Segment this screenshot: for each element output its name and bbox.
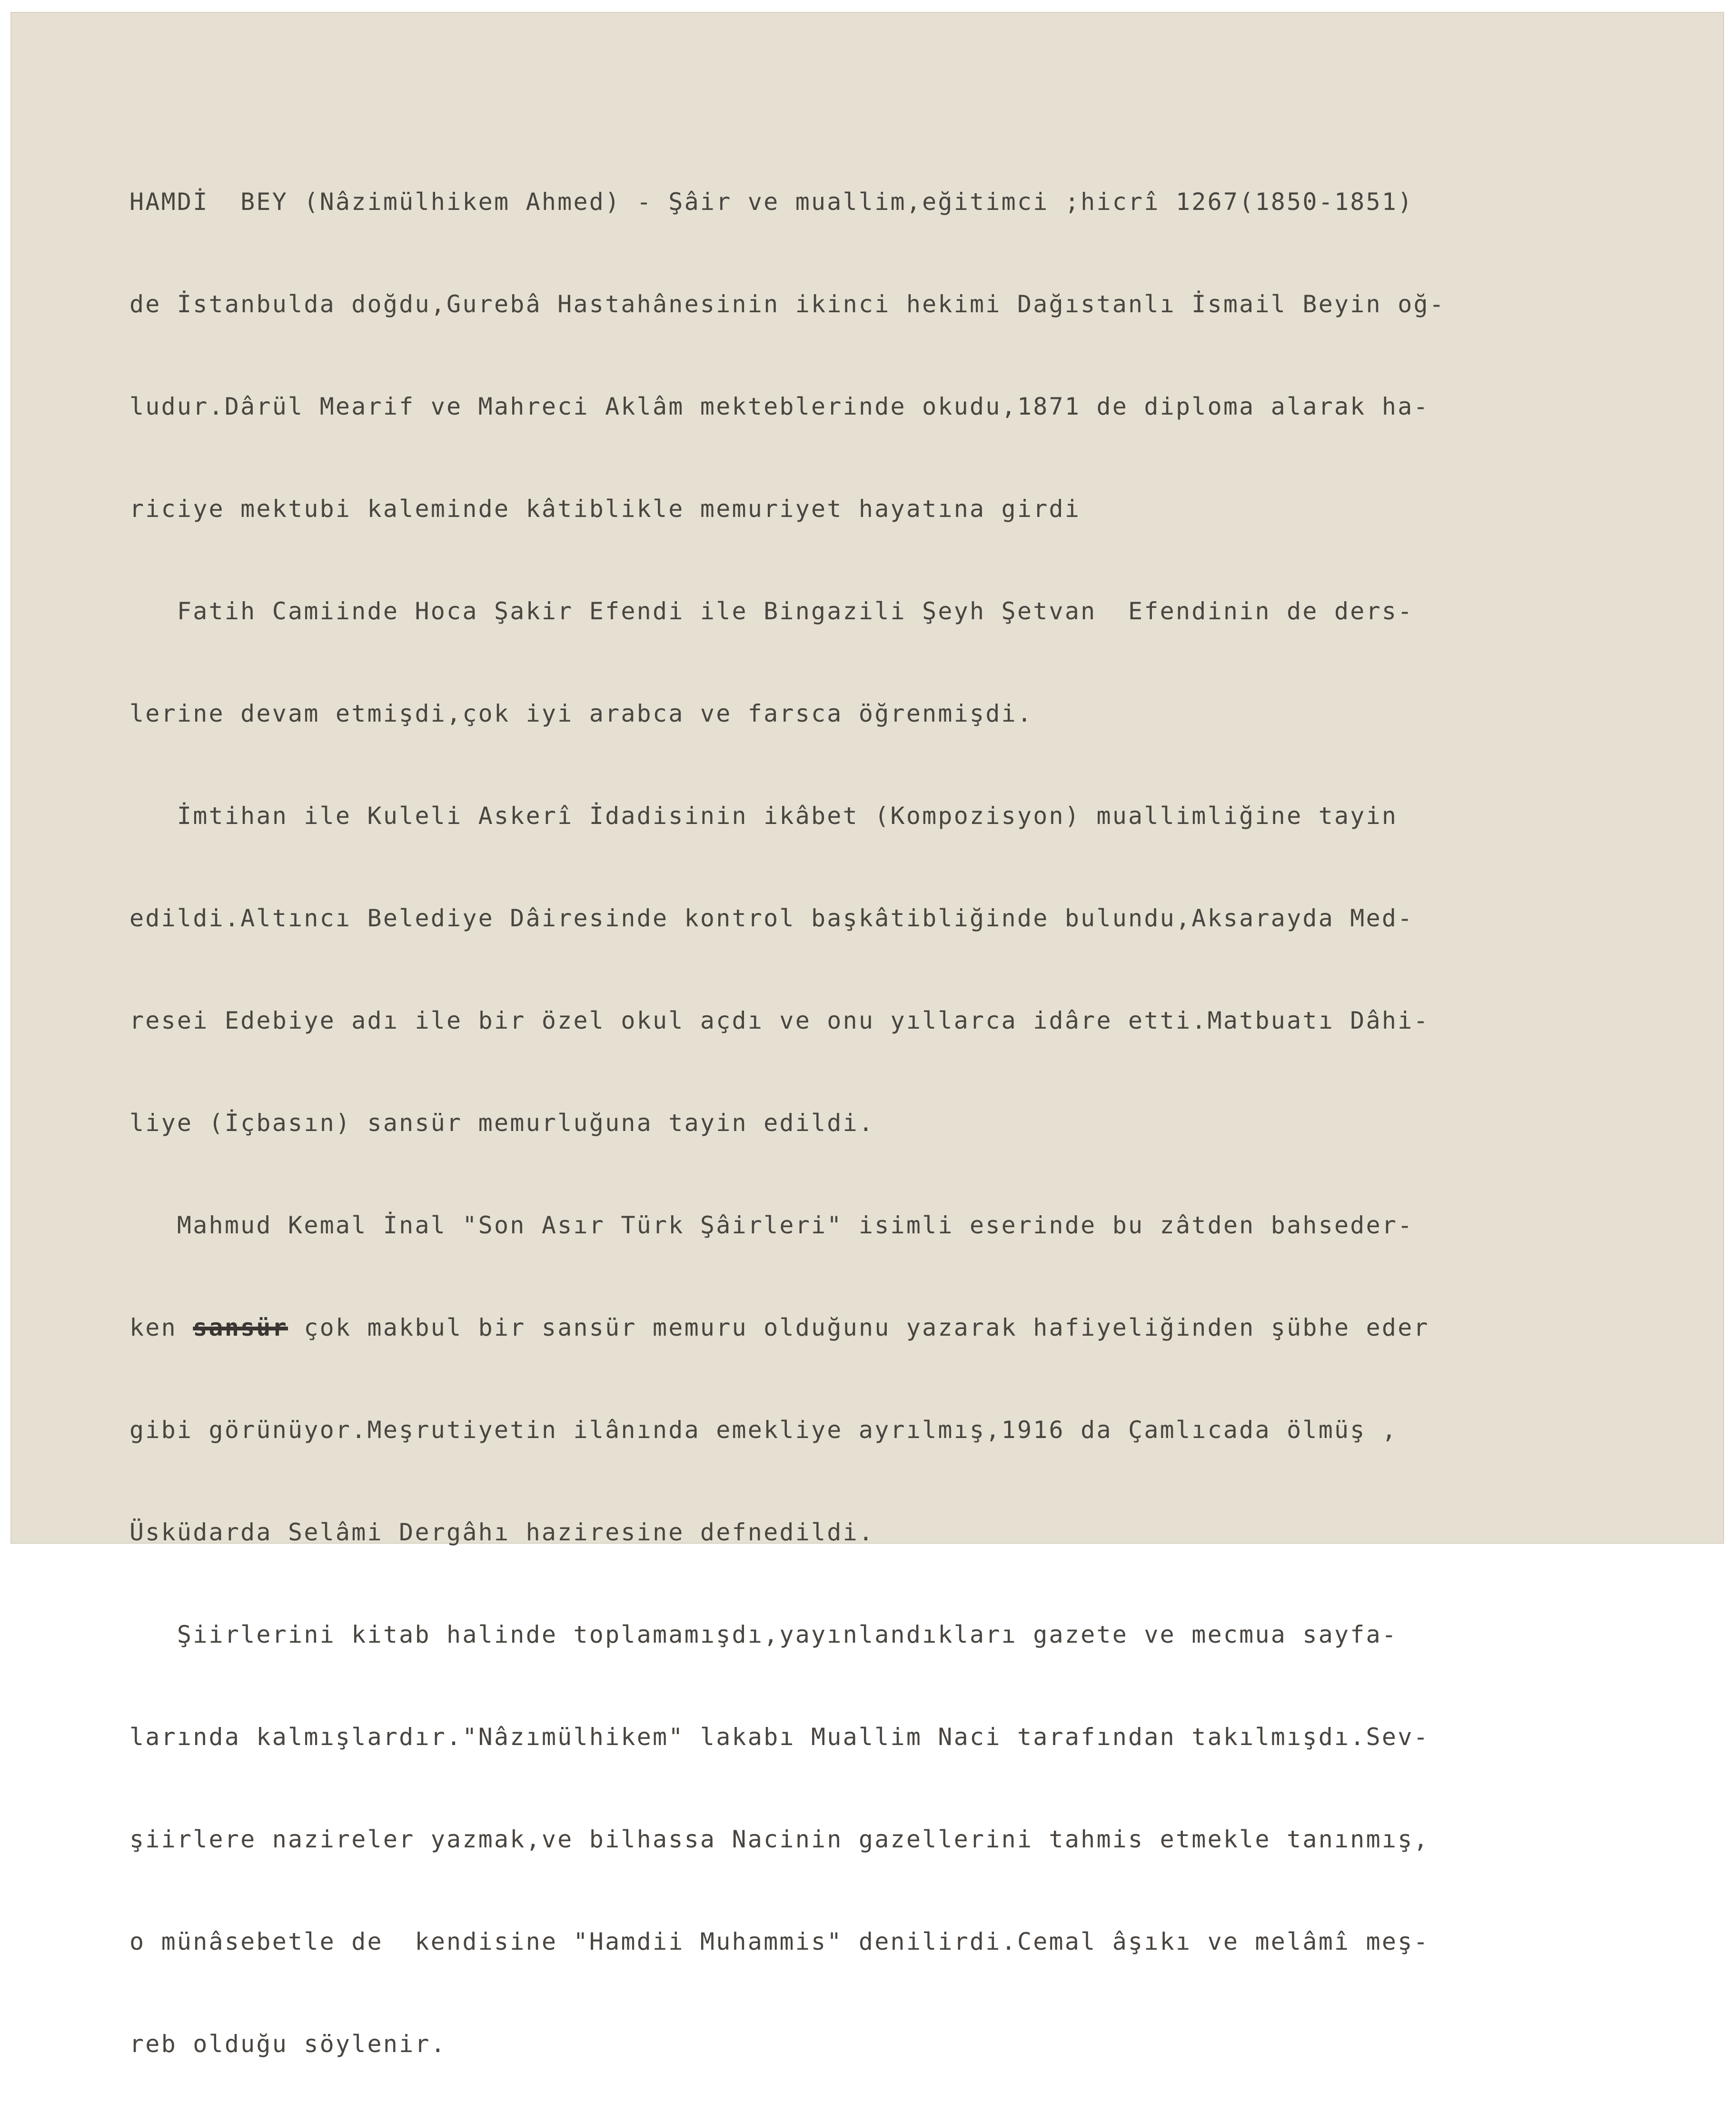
text-line: liye (İçbasın) sansür memurluğuna tayin edildi. — [129, 1109, 875, 1137]
text-line: edildi.Altıncı Belediye Dâiresinde kontrol başkâtibliğinde bulundu,Aksarayda Med- — [129, 904, 1414, 932]
text-line: Şiirlerini kitab halinde toplamamışdı,yayınlandıkları gazete ve mecmua sayfa- — [129, 1621, 1398, 1648]
struck-out-word: sansür — [193, 1314, 288, 1341]
text-line: Üsküdarda Selâmi Dergâhı haziresine defnedildi. — [129, 1518, 875, 1546]
text-line: gibi görünüyor.Meşrutiyetin ilânında emekliye ayrılmış,1916 da Çamlıcada ölmüş , — [129, 1416, 1398, 1444]
typed-paper-sheet — [10, 12, 1724, 2058]
text-line: lerine devam etmişdi,çok iyi arabca ve farsca öğrenmişdi. — [129, 700, 1033, 727]
line-rest: çok makbul bir sansür memuru olduğunu yazarak hafiyeliğinden şübhe eder — [288, 1314, 1429, 1341]
text-line: riciye mektubi kaleminde kâtiblikle memuriyet hayatına girdi — [129, 495, 1081, 523]
text-line-with-strikeout — [129, 1304, 1724, 1351]
text-line: o münâsebetle de kendisine "Hamdii Muhammis" denilirdi.Cemal âşıkı ve melâmî meş- — [129, 1928, 1429, 1955]
text-line: larında kalmışlardır."Nâzımülhikem" lakabı Muallim Naci tarafından takılmışdı.Sev- — [129, 1723, 1429, 1751]
text-line: İmtihan ile Kuleli Askerî İdadisinin ikâbet (Kompozisyon) muallimliğine tayin — [129, 802, 1398, 830]
text-line: şiirlere nazireler yazmak,ve bilhassa Nacinin gazellerini tahmis etmekle tanınmış, — [129, 1825, 1429, 1853]
text-line: ludur.Dârül Mearif ve Mahreci Aklâm mekteblerinde okudu,1871 de diploma alarak ha- — [129, 393, 1429, 420]
text-line: HAMDİ BEY (Nâzimülhikem Ahmed) - Şâir ve muallim,eğitimci ;hicrî 1267(1850-1851) — [129, 188, 1414, 216]
line-prefix: ken — [129, 1314, 193, 1341]
text-line: Mahmud Kemal İnal "Son Asır Türk Şâirleri" isimli eserinde bu zâtden bahseder- — [129, 1211, 1414, 1239]
typed-biography-text — [129, 123, 1724, 2123]
text-line: resei Edebiye adı ile bir özel okul açdı ve onu yıllarca idâre etti.Matbuatı Dâhi- — [129, 1007, 1429, 1034]
text-line: de İstanbulda doğdu,Gurebâ Hastahânesinin ikinci hekimi Dağıstanlı İsmail Beyin oğ- — [129, 290, 1446, 318]
text-line: Fatih Camiinde Hoca Şakir Efendi ile Bingazili Şeyh Şetvan Efendinin de ders- — [129, 597, 1414, 625]
text-line: reb olduğu söylenir. — [129, 2030, 447, 2058]
